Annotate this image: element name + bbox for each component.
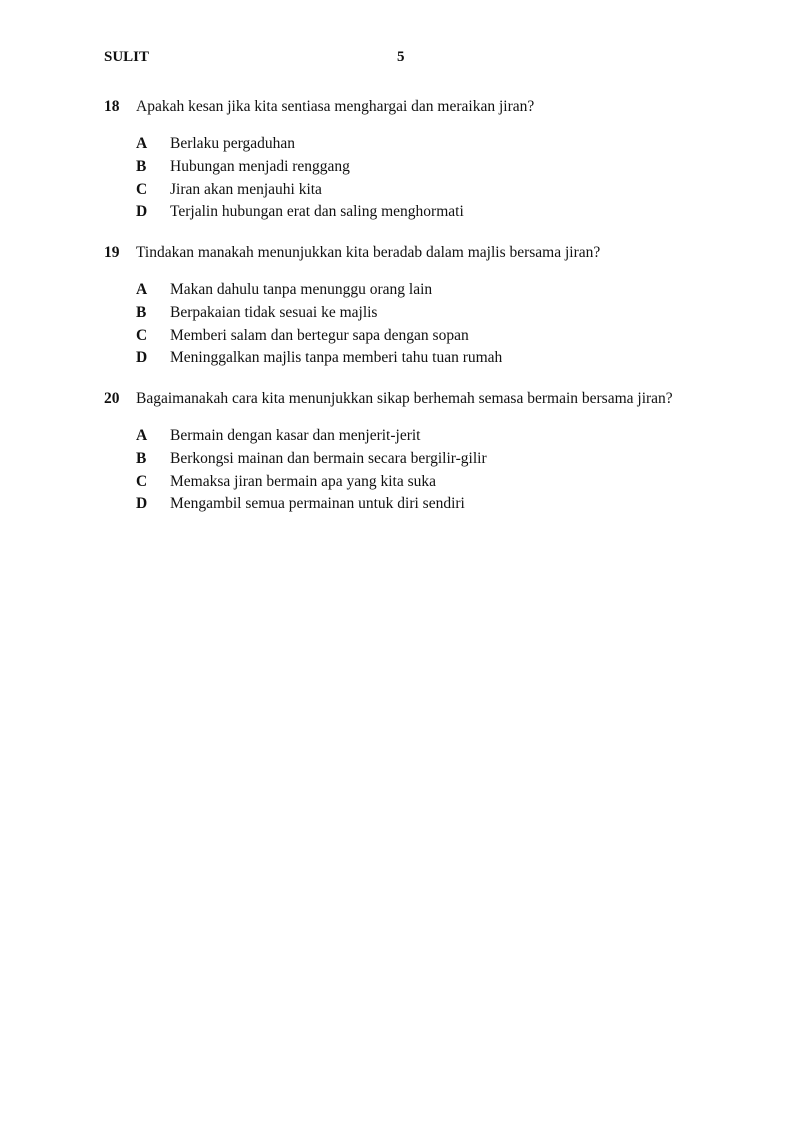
option-letter: A xyxy=(136,281,148,298)
option-letter: B xyxy=(136,303,147,321)
option-b[interactable] xyxy=(104,449,764,472)
option-text: Makan dahulu tanpa menunggu orang lain xyxy=(170,281,433,298)
option-letter: D xyxy=(136,203,148,221)
option-text: Memaksa jiran bermain apa yang kita suka xyxy=(170,472,436,490)
option-letter: C xyxy=(136,326,148,344)
option-text: Jiran akan menjauhi kita xyxy=(170,180,322,198)
option-letter: C xyxy=(136,180,148,198)
option-text: Berlaku pergaduhan xyxy=(170,135,295,152)
option-b[interactable] xyxy=(104,157,764,180)
option-text: Memberi salam dan bertegur sapa dengan sopan xyxy=(170,326,469,344)
option-d[interactable] xyxy=(104,202,764,225)
question-20 xyxy=(104,389,764,517)
question-18 xyxy=(104,97,764,225)
page-number: 5 xyxy=(397,49,405,65)
option-text: Berkongsi mainan dan bermain secara bergilir-gilir xyxy=(170,449,487,467)
option-text: Mengambil semua permainan untuk diri sendiri xyxy=(170,495,465,513)
question-text: Bagaimanakah cara kita menunjukkan sikap berhemah semasa bermain bersama jiran? xyxy=(136,390,673,407)
question-text: Tindakan manakah menunjukkan kita beradab dalam majlis bersama jiran? xyxy=(136,244,601,261)
option-b[interactable] xyxy=(104,303,764,326)
option-letter: C xyxy=(136,472,148,490)
option-a[interactable] xyxy=(104,280,764,303)
option-c[interactable] xyxy=(104,180,764,203)
option-c[interactable] xyxy=(104,326,764,349)
option-a[interactable] xyxy=(104,426,764,449)
option-c[interactable] xyxy=(104,472,764,495)
question-number: 20 xyxy=(104,390,120,407)
option-text: Bermain dengan kasar dan menjerit-jerit xyxy=(170,427,421,444)
option-d[interactable] xyxy=(104,494,764,517)
option-d[interactable] xyxy=(104,348,764,371)
question-19 xyxy=(104,243,764,371)
option-letter: A xyxy=(136,427,148,444)
header-sulit: SULIT xyxy=(104,49,150,65)
question-number: 18 xyxy=(104,98,120,115)
option-text: Berpakaian tidak sesuai ke majlis xyxy=(170,303,378,321)
option-text: Terjalin hubungan erat dan saling menghormati xyxy=(170,203,464,221)
option-a[interactable] xyxy=(104,134,764,157)
option-letter: D xyxy=(136,495,148,513)
option-text: Meninggalkan majlis tanpa memberi tahu tuan rumah xyxy=(170,349,503,367)
question-number: 19 xyxy=(104,244,120,261)
option-letter: B xyxy=(136,157,147,175)
option-letter: B xyxy=(136,449,147,467)
option-letter: D xyxy=(136,349,148,367)
option-letter: A xyxy=(136,135,148,152)
option-text: Hubungan menjadi renggang xyxy=(170,157,350,175)
question-text: Apakah kesan jika kita sentiasa menghargai dan meraikan jiran? xyxy=(136,98,535,115)
